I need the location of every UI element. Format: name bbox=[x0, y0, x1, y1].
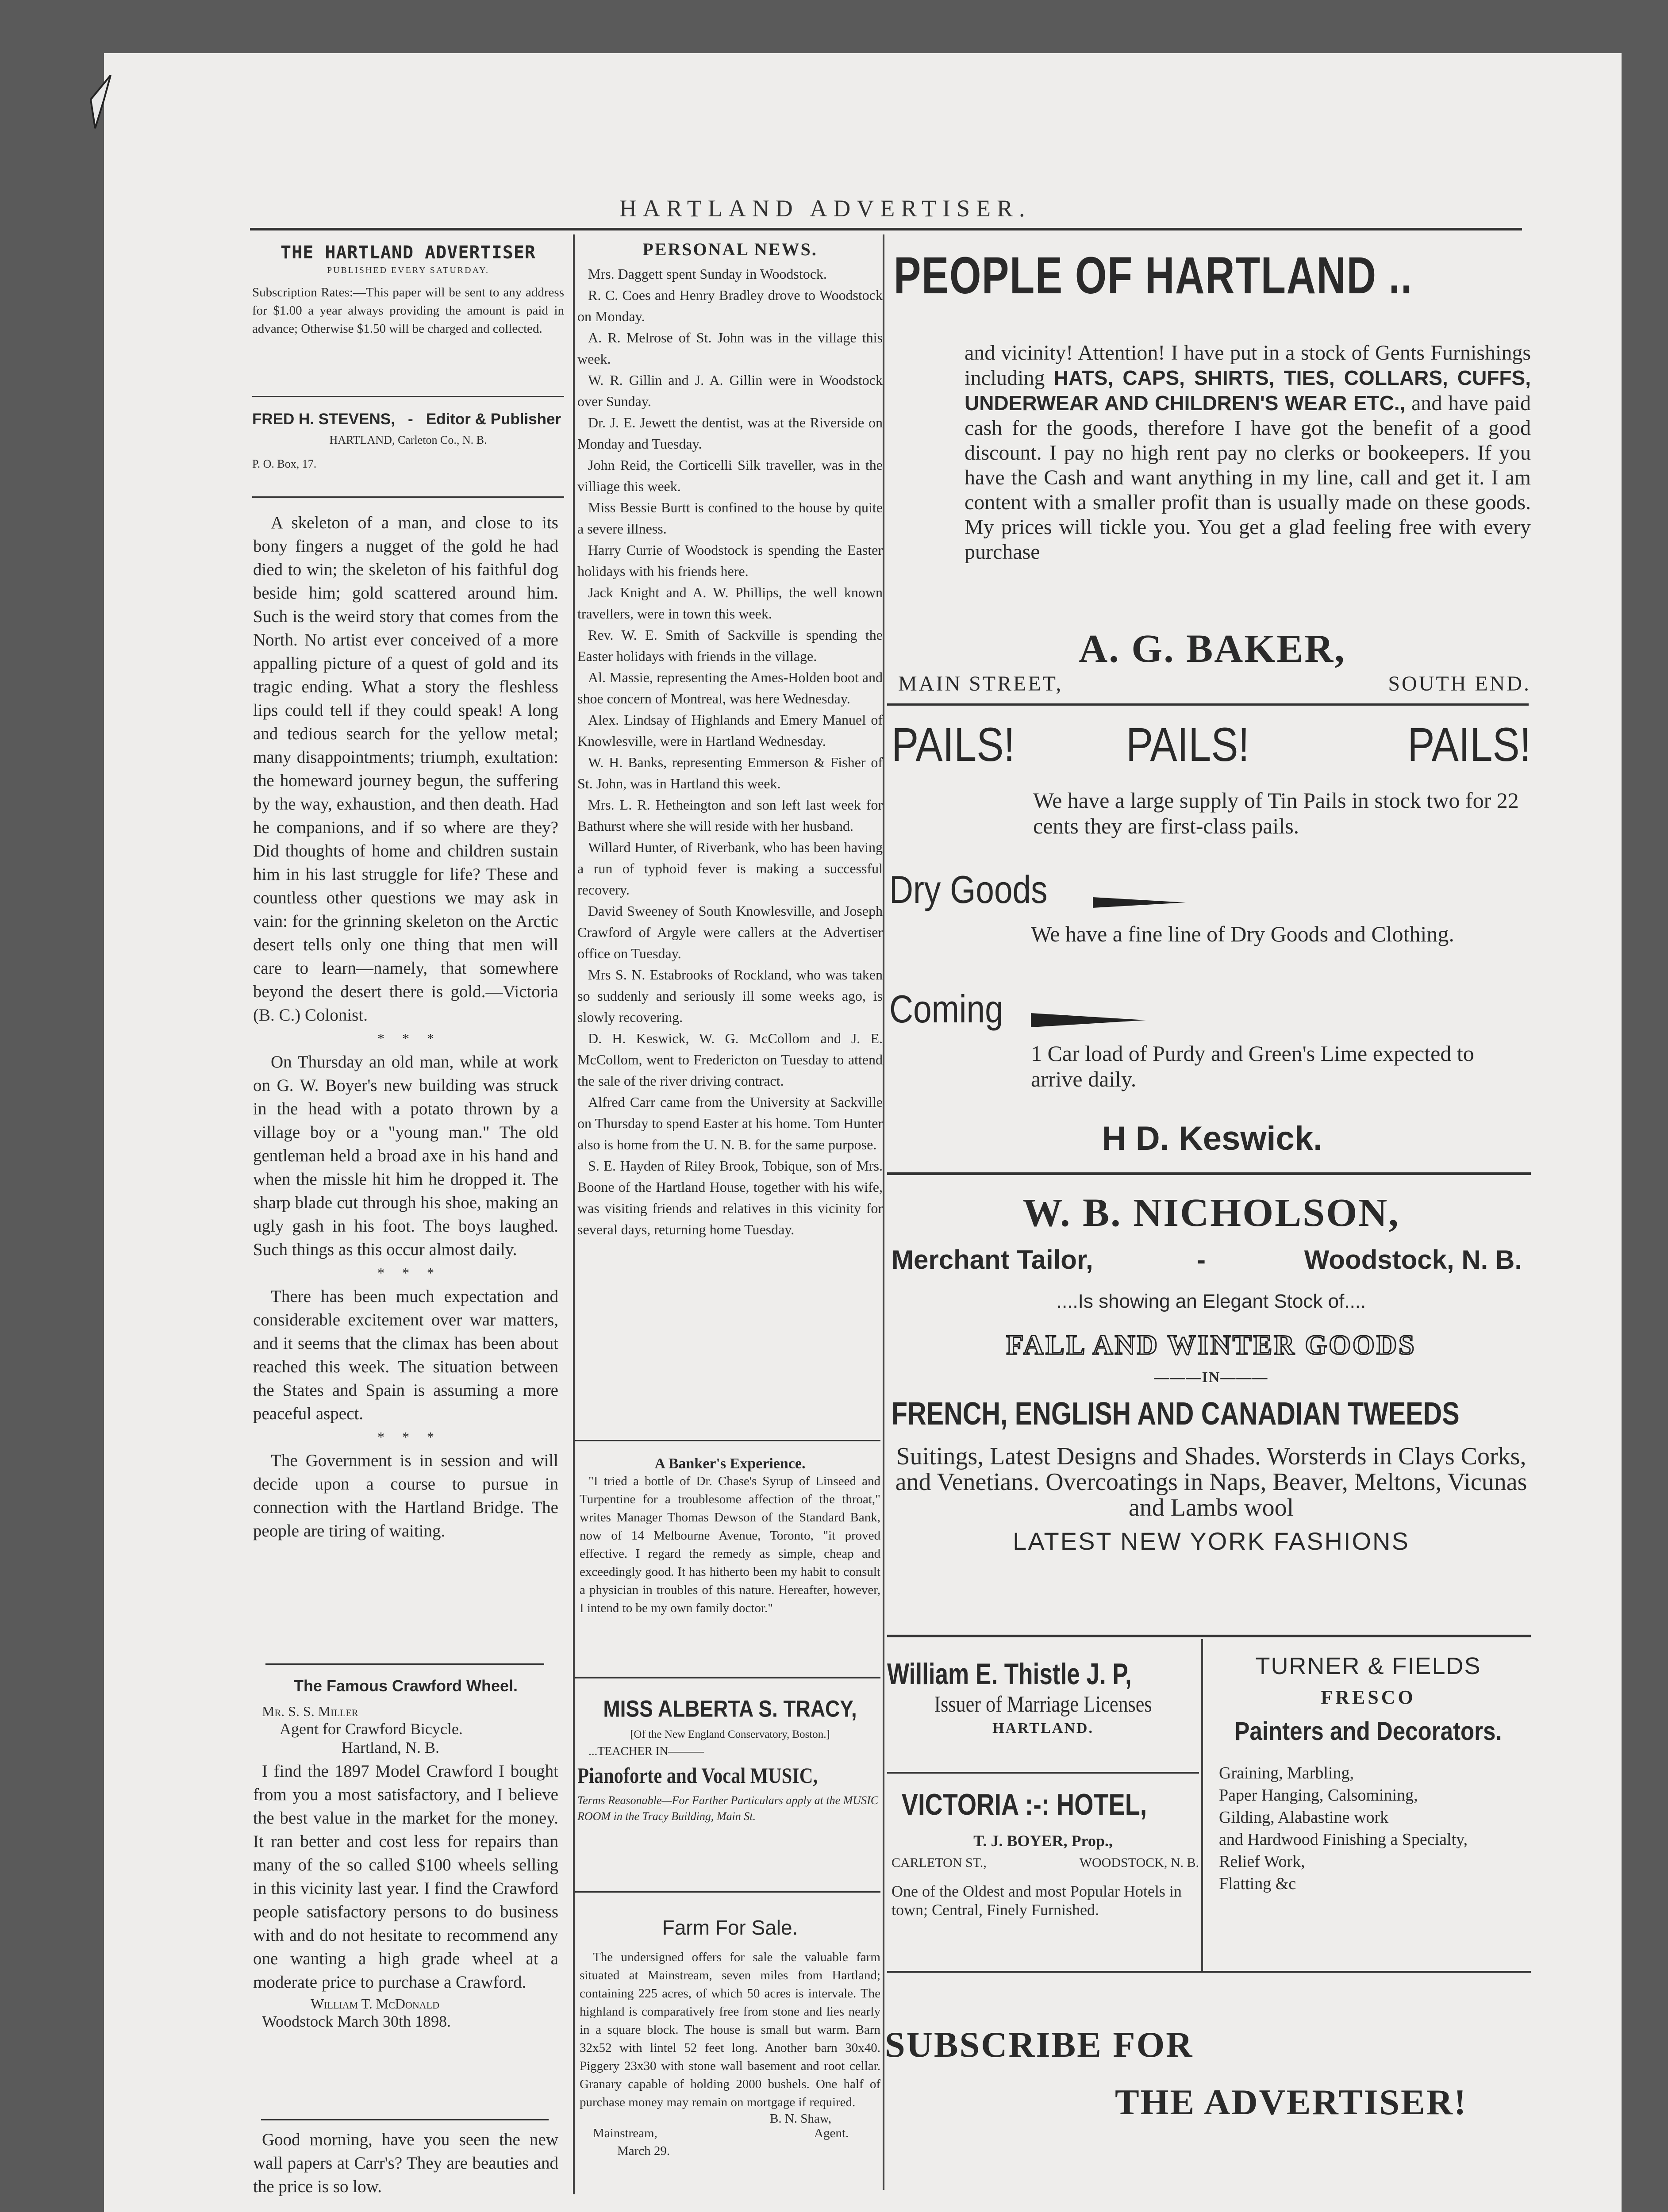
farm-date: March 29. bbox=[617, 2144, 670, 2158]
personal-rule bbox=[575, 1440, 880, 1441]
drygoods-arrow bbox=[1093, 897, 1186, 908]
banker-ad bbox=[580, 1455, 880, 1617]
editor-line: FRED H. STEVENS, - Editor & Publisher bbox=[252, 411, 561, 428]
keswick-signature bbox=[894, 1119, 1531, 1158]
keswick-name: H D. Keswick. bbox=[1102, 1120, 1323, 1157]
pails-body: We have a large supply of Tin Pails in stock two for 22 cents they are first-class pails. bbox=[1033, 788, 1519, 838]
pails-heading-3: PAILS! bbox=[1407, 718, 1531, 771]
personal-news-item: John Reid, the Corticelli Silk traveller, was in the villiage this week. bbox=[577, 457, 883, 494]
editorial-column bbox=[253, 511, 558, 1543]
subscribe-line-1: SUBSCRIBE FOR bbox=[885, 2024, 1194, 2065]
victoria-description: One of the Oldest and most Popular Hotels in town; Central, Finely Furnished. bbox=[892, 1882, 1182, 1919]
skeleton-paragraph: A skeleton of a man, and close to its bony fingers a nugget of the gold he had died to win; the skeleton of his faithful dog beside him; gold scattered around him. Such is the weird story that comes from the North. No artist ever conceived of a more appalling picture of a quest of gold and its tragic ending. What a story the fleshless lips could tell if they could speak! A long and tedious search for the yellow metal; many disappointments; triumph, exultation: the homeward journey begun, the suffering by the way, exhaustion, and then death. Had he companions, and if so where are they? Did thoughts of home and children sustain him in his last struggle for life? These and countless other questions we may ask in vain: for the grinning skeleton on the Arctic desert tells only one thing that men will care to learn—namely, that somewhere beyond the desert there is gold.—Victoria (B. C.) Colonist. bbox=[253, 513, 558, 1025]
box-divider bbox=[1201, 1639, 1203, 1971]
crawford-date: Woodstock March 30th 1898. bbox=[262, 2012, 451, 2030]
crawford-place: Hartland, N. B. bbox=[342, 1739, 439, 1756]
turner-services: Graining, Marbling, Paper Hanging, Calsomining, Gilding, Alabastine work and Hardwood Finishing a Specialty, Relief Work, Flatting &c bbox=[1219, 1764, 1468, 1893]
running-title: HARTLAND ADVERTISER. bbox=[619, 195, 1031, 222]
tracy-rule bbox=[575, 1891, 880, 1893]
nicholson-ad bbox=[892, 1190, 1531, 1555]
editorial-rule bbox=[265, 1663, 544, 1665]
victoria-street: CARLETON ST., bbox=[892, 1855, 987, 1870]
personal-news-item: Dr. J. E. Jewett the dentist, was at the Riverside on Monday and Tuesday. bbox=[577, 415, 883, 452]
crawford-signature: William T. McDonald bbox=[311, 1996, 440, 2012]
people-body-end: and have paid cash for the goods, therefore I have got the benefit of a good discount. I pay no high rent pay no clerks or bookeepers. If you have the Cash and want anything in my line, call and get it. I am content with a smaller profit than is usually made on these goods. My prices will tickle you. You get a glad feeling free with every purchase bbox=[965, 392, 1531, 564]
banker-title: A Banker's Experience. bbox=[654, 1455, 806, 1472]
personal-news bbox=[577, 239, 883, 1240]
nicholson-trade: Merchant Tailor, bbox=[892, 1245, 1093, 1275]
nicholson-name: W. B. NICHOLSON, bbox=[1022, 1191, 1400, 1235]
section-stars: * * * bbox=[377, 1030, 434, 1046]
personal-news-item: R. C. Coes and Henry Bradley drove to Woodstock on Monday. bbox=[577, 287, 883, 324]
farm-agent: Agent. bbox=[814, 2126, 849, 2140]
personal-news-item: Alfred Carr came from the University at Sackville on Thursday to spend Easter at his home. Tom Hunter also is home from the U. N. B. for the same purpose. bbox=[577, 1094, 883, 1152]
war-paragraph: There has been much expectation and considerable excitement over war matters, and it seems that the climax has been about reached this week. The situation between the States and Spain is assuming a more peaceful aspect. bbox=[253, 1287, 558, 1423]
farm-description: The undersigned offers for sale the valuable farm situated at Mainstream, seven miles from Hartland; containing 225 acres, of which 50 acres is intervale. The highland is comparatively free from stone and lies nearly in a square block. The house is small but warm. Barn 32x52 with lintel 52 feet long. Another barn 30x40. Piggery 23x30 with stone wall basement and root cellar. Granary capable of holding 2000 bushels. One half of purchase money may remain on mortgage if required. bbox=[580, 1950, 880, 2109]
coming-ad bbox=[889, 987, 1531, 1092]
header-rule bbox=[250, 228, 1522, 230]
farm-signature: B. N. Shaw, bbox=[770, 2112, 832, 2126]
thistle-role: Issuer of Marriage Licenses bbox=[934, 1692, 1152, 1717]
masthead bbox=[252, 242, 564, 338]
crawford-letter: I find the 1897 Model Crawford I bought from you a most satisfactory, and I believe the best value in the market for the money. It ran better and cost less for repairs than many of the so called $100 wheels selling in this vicinity last year. I find the Crawford people satisfactory persons to do business with and do not hesitate to recommend any one wanting a high grade wheel at a moderate price to purchase a Crawford. bbox=[253, 1762, 558, 1992]
banker-testimonial: "I tried a bottle of Dr. Chase's Syrup of Linseed and Turpentine for a troublesome affection of the throat," writes Manager Thomas Dewson of the Standard Bank, now of 14 Melbourne Avenue, Toronto, "it proved effective. I regard the remedy as simple, cheap and exceedingly good. It has hitherto been my habit to consult a physician in troubles of this nature. Hereafter, however, I intend to be my own family doctor." bbox=[580, 1474, 880, 1615]
government-paragraph: The Government is in session and will decide upon a course to pursue in connection with the Hartland Bridge. The people are tiring of waiting. bbox=[253, 1451, 558, 1540]
personal-news-item: Rev. W. E. Smith of Sackville is spending the Easter holidays with friends in the village. bbox=[577, 627, 883, 664]
nicholson-tweeds: FRENCH, ENGLISH AND CANADIAN TWEEDS bbox=[892, 1396, 1460, 1432]
masthead-published: PUBLISHED EVERY SATURDAY. bbox=[327, 265, 490, 275]
personal-news-item: Jack Knight and A. W. Phillips, the well known travellers, were in town this week. bbox=[577, 584, 883, 622]
crawford-agent: Agent for Crawford Bicycle. bbox=[280, 1720, 463, 1738]
personal-news-item: Miss Bessie Burtt is confined to the house by quite a severe illness. bbox=[577, 499, 883, 537]
keswick-rule bbox=[887, 1172, 1531, 1175]
subscribe-ad bbox=[885, 2024, 1531, 2123]
drygoods-body: We have a fine line of Dry Goods and Clothing. bbox=[1031, 922, 1454, 946]
tracy-school: [Of the New England Conservatory, Boston.] bbox=[630, 1728, 830, 1740]
people-title: PEOPLE OF HARTLAND .. bbox=[894, 246, 1413, 305]
personal-news-list bbox=[577, 263, 883, 1240]
editor-address: HARTLAND, Carleton Co., N. B. bbox=[329, 434, 487, 446]
turner-fresco: FRESCO bbox=[1321, 1686, 1416, 1708]
nicholson-place: Woodstock, N. B. bbox=[1304, 1245, 1522, 1275]
good-morning-text: Good morning, have you seen the new wall papers at Carr's? They are beauties and the price is so low. bbox=[253, 2130, 558, 2196]
farm-title: Farm For Sale. bbox=[662, 1916, 798, 1939]
victoria-name: VICTORIA :-: HOTEL, bbox=[901, 1788, 1147, 1821]
personal-news-item: A. R. Melrose of St. John was in the village this week. bbox=[577, 330, 883, 367]
personal-news-item: Al. Massie, representing the Ames-Holden boot and shoe concern of Montreal, was here Wednesday. bbox=[577, 669, 883, 707]
banker-rule bbox=[575, 1677, 880, 1678]
people-body-items: HATS, CAPS, SHIRTS, TIES, COLLARS, CUFFS, UNDERWEAR AND CHILDREN'S WEAR ETC., bbox=[965, 366, 1531, 415]
thistle-place: HARTLAND. bbox=[992, 1720, 1094, 1736]
drygoods-ad bbox=[889, 867, 1531, 947]
subscription-rates: Subscription Rates:—This paper will be sent to any address for $1.00 a year always providing the amount is paid in advance; Otherwise $1.50 will be charged and collected. bbox=[252, 285, 564, 336]
victoria-proprietor: T. J. BOYER, Prop., bbox=[973, 1832, 1113, 1850]
personal-news-item: S. E. Hayden of Riley Brook, Tobique, son of Mrs. Boone of the Hartland House, together with his wife, was visiting friends and relatives in this vicinity for several days, returning home Tuesday. bbox=[577, 1158, 883, 1237]
column-rule-2 bbox=[883, 234, 884, 2190]
baker-name: A. G. BAKER, bbox=[1079, 627, 1346, 671]
personal-news-item: W. H. Banks, representing Emmerson & Fisher of St. John, was in Hartland this week. bbox=[577, 754, 883, 791]
baker-rule bbox=[887, 703, 1529, 706]
nicholson-goods: FALL AND WINTER GOODS bbox=[1006, 1329, 1416, 1360]
personal-news-item: Willard Hunter, of Riverbank, who has been having a run of typhoid fever is making a successful recovery. bbox=[577, 839, 883, 898]
crawford-rule bbox=[261, 2119, 549, 2120]
pails-heading-2: PAILS! bbox=[1126, 718, 1249, 771]
turner-fields-ad bbox=[1206, 1652, 1531, 1895]
turner-trade: Painters and Decorators. bbox=[1234, 1717, 1502, 1746]
pails-heading-1: PAILS! bbox=[892, 718, 1015, 771]
baker-signature bbox=[894, 626, 1531, 698]
tracy-name: MISS ALBERTA S. TRACY, bbox=[603, 1695, 857, 1722]
column-rule-1 bbox=[573, 234, 575, 2194]
tracy-terms: Terms Reasonable—For Farther Particulars apply at the MUSIC ROOM in the Tracy Building, Main St. bbox=[577, 1794, 879, 1823]
personal-news-item: Alex. Lindsay of Highlands and Emery Manuel of Knowlesville, were in Hartland Wednesday. bbox=[577, 712, 883, 749]
nicholson-fashions: LATEST NEW YORK FASHIONS bbox=[1013, 1527, 1410, 1555]
page-corner-fold bbox=[86, 73, 117, 131]
farm-ad bbox=[580, 1916, 880, 2158]
crawford-title: The Famous Crawford Wheel. bbox=[293, 1677, 518, 1695]
po-box: P. O. Box, 17. bbox=[252, 457, 317, 470]
tracy-ad bbox=[577, 1697, 883, 1824]
victoria-town: WOODSTOCK, N. B. bbox=[1079, 1855, 1199, 1870]
boxes-rule bbox=[887, 1971, 1531, 1973]
potato-paragraph: On Thursday an old man, while at work on G. W. Boyer's new building was struck in the head with a potato thrown by a village boy or a "young man." The old gentleman held a broad axe in his hand and when the missle hit him he dropped it. The sharp blade cut through his shoe, making an ugly gash in his foot. The boys laughed. Such things as this occur almost daily. bbox=[253, 1052, 558, 1259]
pails-ad bbox=[892, 717, 1531, 839]
baker-street: MAIN STREET, bbox=[898, 672, 1063, 695]
personal-news-title: PERSONAL NEWS. bbox=[642, 239, 818, 259]
thistle-name: William E. Thistle J. P, bbox=[887, 1657, 1132, 1691]
coming-arrow bbox=[1031, 1013, 1146, 1027]
section-stars: * * * bbox=[377, 1265, 434, 1281]
nicholson-rule bbox=[887, 1635, 1531, 1637]
personal-news-item: Mrs. L. R. Hetheington and son left last week for Bathurst where she will reside with her husband. bbox=[577, 797, 883, 834]
editor-block bbox=[252, 411, 564, 471]
editor-rule bbox=[252, 496, 564, 498]
coming-heading: Coming bbox=[889, 987, 1003, 1031]
tracy-music: Pianoforte and Vocal MUSIC, bbox=[577, 1763, 818, 1788]
baker-location: SOUTH END. bbox=[1388, 672, 1531, 695]
crawford-recipient: Mr. S. S. Miller bbox=[262, 1703, 358, 1719]
nicholson-showing: ....Is showing an Elegant Stock of.... bbox=[1056, 1290, 1366, 1312]
coming-body: 1 Car load of Purdy and Green's Lime expected to arrive daily. bbox=[1031, 1041, 1474, 1091]
personal-news-item: Harry Currie of Woodstock is spending the Easter holidays with his friends here. bbox=[577, 542, 883, 579]
personal-news-item: David Sweeney of South Knowlesville, and Joseph Crawford of Argyle were callers at the Advertiser office on Tuesday. bbox=[577, 903, 883, 961]
subscribe-line-2: THE ADVERTISER! bbox=[1115, 2082, 1468, 2122]
people-ad bbox=[894, 246, 1531, 306]
people-body bbox=[965, 341, 1531, 565]
personal-news-item: Mrs. Daggett spent Sunday in Woodstock. bbox=[588, 266, 827, 282]
masthead-title: THE HARTLAND ADVERTISER bbox=[281, 242, 536, 263]
good-morning-notice bbox=[253, 2128, 558, 2198]
masthead-rule bbox=[252, 396, 564, 397]
personal-news-item: D. H. Keswick, W. G. McCollom and J. E. McCollom, went to Fredericton on Tuesday to attend the sale of the river driving contract. bbox=[577, 1030, 883, 1089]
personal-news-item: W. R. Gillin and J. A. Gillin were in Woodstock over Sunday. bbox=[577, 372, 883, 409]
nicholson-dash: - bbox=[1197, 1245, 1206, 1275]
turner-name: TURNER & FIELDS bbox=[1255, 1653, 1481, 1679]
people-body-start: and vicinity! Attention! I have put in a stock of Gents Furnishings including bbox=[965, 341, 1531, 390]
section-stars: * * * bbox=[377, 1429, 434, 1445]
tracy-teacher-line: ...TEACHER IN——— bbox=[588, 1744, 704, 1758]
thistle-ad bbox=[887, 1657, 1199, 1737]
thistle-rule bbox=[887, 1772, 1199, 1774]
personal-news-item: Mrs S. N. Estabrooks of Rockland, who was taken so suddenly and seriously ill some weeks ago, is slowly recovering. bbox=[577, 967, 883, 1025]
drygoods-heading: Dry Goods bbox=[889, 868, 1048, 911]
victoria-hotel-ad bbox=[887, 1787, 1199, 1919]
crawford-ad bbox=[253, 1677, 558, 2031]
nicholson-description: Suitings, Latest Designs and Shades. Worsterds in Clays Corks, and Venetians. Overcoatings in Naps, Beaver, Meltons, Vicunas and Lambs wool bbox=[895, 1443, 1527, 1521]
farm-place: Mainstream, bbox=[593, 2126, 657, 2140]
nicholson-in: ———IN——— bbox=[1154, 1369, 1268, 1386]
